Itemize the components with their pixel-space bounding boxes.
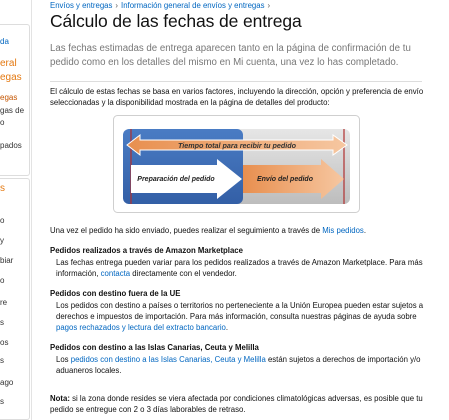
sidebar-item[interactable]: re: [0, 298, 8, 307]
sidebar-item[interactable]: y: [0, 236, 4, 245]
sidebar-item-current[interactable]: egas: [0, 93, 18, 102]
sidebar-item[interactable]: o: [0, 276, 5, 285]
page-title: Cálculo de las fechas de entrega: [50, 11, 302, 31]
left-sidebar: [0, 0, 32, 420]
my-orders-link[interactable]: Mis pedidos: [322, 226, 364, 235]
preparation-label: Preparación del pedido: [137, 176, 215, 183]
sidebar-item[interactable]: biar: [0, 256, 14, 265]
breadcrumb-link-shipping[interactable]: Envíos y entregas: [50, 1, 113, 10]
sidebar-item[interactable]: s: [0, 397, 4, 406]
breadcrumb: [50, 1, 273, 10]
sidebar-item[interactable]: da: [0, 37, 9, 46]
non-eu-text-a: Los pedidos con destino a países o territorios no perteneciente a la Unión Europea pueden estar sujetos a derechos e impuestos de importación. Para más información, consulta nuestras páginas de ayuda sobre: [56, 301, 424, 322]
sidebar-item[interactable]: ago: [0, 378, 14, 387]
marketplace-heading: Pedidos realizados a través de Amazon Marketplace: [50, 246, 243, 255]
sidebar-item[interactable]: o: [0, 118, 5, 127]
non-eu-heading: Pedidos con destino fuera de la UE: [50, 289, 181, 298]
note-paragraph: [50, 393, 435, 415]
marketplace-text-a: Las fechas entrega pueden variar para los pedidos realizados a través de Amazon Marketplace. Para más información,: [56, 258, 423, 279]
sidebar-item-selected-heading[interactable]: eral: [0, 58, 17, 69]
sidebar-item[interactable]: s: [0, 356, 4, 365]
note-label: Nota:: [50, 394, 70, 403]
breadcrumb-link-overview[interactable]: Información general de envíos y entregas: [121, 1, 265, 10]
divider: [50, 81, 422, 82]
contact-link[interactable]: contacta: [100, 269, 131, 279]
canarias-text-b: están sujetos a derechos de importación y/o aduaneros locales.: [56, 355, 421, 376]
sidebar-item[interactable]: o: [0, 216, 5, 225]
tracking-text: Una vez el pedido ha sido enviado, puedes realizar el seguimiento a través de: [50, 226, 323, 235]
canarias-text-a: Los: [56, 355, 71, 364]
non-eu-text-b: .: [225, 323, 229, 333]
canarias-text: [56, 354, 434, 376]
marketplace-text: [56, 257, 434, 279]
sidebar-item[interactable]: gas de: [0, 106, 25, 115]
tracking-paragraph: [50, 225, 435, 236]
breadcrumb-separator: ›: [267, 1, 271, 10]
rejected-payments-link[interactable]: pagos rechazados y lectura del extracto bancario: [56, 323, 226, 333]
note-text: si la zona donde resides se viera afectada por condiciones climatológicas adversas, es posible que tu pedido se entregue con 2 o 3 días laborables de retraso.: [50, 394, 423, 415]
sidebar-item[interactable]: s: [0, 318, 4, 327]
shipping-label: Envío del pedido: [256, 176, 314, 183]
sidebar-item[interactable]: pados: [0, 141, 22, 150]
marketplace-text-b: directamente con el vendedor.: [130, 269, 237, 279]
delivery-timeline-diagram: [113, 115, 360, 213]
calculation-paragraph: El cálculo de estas fechas se basa en varios factores, incluyendo la dirección, opción y preferencia de envío seleccionadas y la disponibilidad mostrada en la página de detalles del producto:: [50, 87, 424, 108]
sidebar-section-heading: s: [0, 183, 5, 194]
total-time-label: Tiempo total para recibir tu pedido: [177, 141, 297, 150]
canarias-heading: Pedidos con destino a las Islas Canarias, Ceuta y Melilla: [50, 343, 259, 352]
sidebar-item-selected-heading[interactable]: egas: [0, 72, 22, 83]
canarias-link[interactable]: pedidos con destino a las Islas Canarias, Ceuta y Melilla: [70, 355, 266, 364]
breadcrumb-separator: ›: [115, 1, 119, 10]
intro-text: Las fechas estimadas de entrega aparecen tanto en la página de confirmación de tu pedido como en los detalles del mismo en Mi cuenta, una vez lo has completado.: [50, 43, 411, 68]
non-eu-text: [56, 300, 434, 334]
tracking-suffix: .: [363, 226, 366, 235]
sidebar-item[interactable]: os: [0, 338, 9, 347]
